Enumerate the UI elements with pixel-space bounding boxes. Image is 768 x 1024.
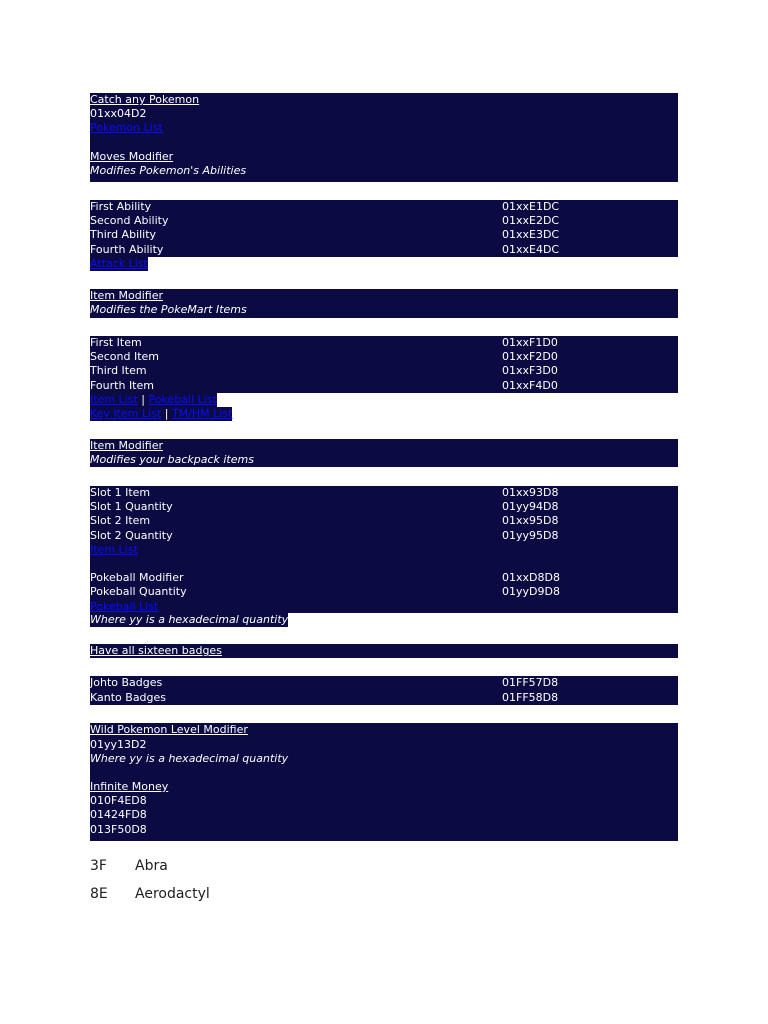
catch-moves-block bbox=[90, 93, 678, 182]
wild-code: 01yy13D2 bbox=[90, 737, 147, 751]
item-pack-block bbox=[90, 486, 678, 613]
tm-hm-list-link[interactable]: TM/HM List bbox=[171, 406, 233, 420]
item-list-link[interactable]: Item List bbox=[90, 542, 138, 556]
item-mart-desc: Modifies the PokeMart Items bbox=[90, 303, 247, 317]
item-mart-block bbox=[90, 336, 678, 393]
table-row: Fourth Ability 01xxE4DC bbox=[90, 242, 560, 256]
hex-quantity-note: Where yy is a hexadecimal quantity bbox=[90, 613, 289, 627]
list-item bbox=[90, 884, 210, 912]
table-row: Pokeball Quantity 01yyD9D8 bbox=[90, 585, 560, 599]
item-pack-title: Item Modifier bbox=[90, 439, 164, 453]
wild-title: Wild Pokemon Level Modifier bbox=[90, 723, 248, 737]
item-mart-title: Item Modifier bbox=[90, 288, 164, 302]
pokeball-list-link[interactable]: Pokeball List bbox=[90, 599, 159, 613]
table-row: Fourth Item 01xxF4D0 bbox=[90, 378, 558, 392]
badges-title: Have all sixteen badges bbox=[90, 644, 222, 658]
table-row: First Ability 01xxE1DC bbox=[90, 200, 560, 213]
badges-block bbox=[90, 676, 678, 705]
money-code: 013F50D8 bbox=[90, 822, 147, 836]
table-row: Second Ability 01xxE2DC bbox=[90, 214, 560, 228]
attack-list-link[interactable]: Attack List bbox=[90, 256, 148, 270]
table-row: Third Ability 01xxE3DC bbox=[90, 228, 560, 242]
money-title: Infinite Money bbox=[90, 780, 169, 794]
moves-desc: Modifies Pokemon's Abilities bbox=[90, 163, 247, 177]
table-row: Johto Badges 01FF57D8 bbox=[90, 676, 559, 690]
table-row: Slot 1 Quantity 01yy94D8 bbox=[90, 500, 559, 514]
catch-code: 01xx04D2 bbox=[90, 107, 147, 121]
moves-title: Moves Modifier bbox=[90, 149, 174, 163]
wild-money-block bbox=[90, 723, 678, 841]
table-row: Kanto Badges 01FF58D8 bbox=[90, 690, 559, 704]
table-row: Slot 1 Item 01xx93D8 bbox=[90, 486, 559, 500]
pokemon-name: Abra bbox=[135, 858, 168, 874]
pokemon-code: 8E bbox=[90, 886, 108, 902]
table-row: Third Item 01xxF3D0 bbox=[90, 364, 558, 378]
pokemon-code: 3F bbox=[90, 858, 107, 874]
table-row: Pokeball Modifier 01xxD8D8 bbox=[90, 571, 560, 585]
catch-title: Catch any Pokemon bbox=[90, 93, 200, 106]
badges-header bbox=[90, 644, 678, 658]
list-item bbox=[90, 856, 210, 884]
pokeball-list-link[interactable]: Pokeball List bbox=[148, 392, 217, 406]
item-pack-header bbox=[90, 439, 678, 467]
table-row: Second Item 01xxF2D0 bbox=[90, 350, 558, 364]
table-row: Slot 2 Item 01xx95D8 bbox=[90, 514, 559, 528]
abilities-block bbox=[90, 200, 678, 257]
cheat-document: Catch any Pokemon 01xx04D2 Pokemon List Moves Modifier Modifies Pokemon's Abilities First Ability 01xxE1DC Second Ability 01xxE2DC Third Ability 01xxE3DC Fourth Ability 01xxE4DC Attack List Item Modifier Modifies the PokeMart Items First Item 01xxF1D0 Second Item 01xxF2D0 Third Item 01xxF3D0 Fourth Item 01xxF4D0 Item List | Pokeball List Key Item List | TM/HM List Item Modifier Modifies your backpack items Slot 1 Item 01xx93D8 Slot 1 Quantity 01yy94D8 Slot 2 Item 01xx95D8 Slot 2 Quantity 01yy95D8 Item List Pokeball Modifier 01xxD8D8 Pokeball Quantity 01yyD9D8 Pokeball List Where yy is a hexadecimal quantity Have all sixteen badges Johto Badges 01FF57D8 Kanto Badges 01FF58D8 Wild Pokemon Level Modifier 01yy13D2 Where yy is a hexadecimal quantity Infinite Money 010F4ED8 01424FD8 013F50D8 bbox=[90, 93, 678, 841]
pokemon-list-link[interactable]: Pokemon List bbox=[90, 121, 163, 135]
table-row: First Item 01xxF1D0 bbox=[90, 335, 558, 349]
item-list-link[interactable]: Item List bbox=[90, 392, 138, 406]
key-item-list-link[interactable]: Key Item List bbox=[90, 406, 162, 420]
item-pack-desc: Modifies your backpack items bbox=[90, 453, 254, 467]
money-code: 010F4ED8 bbox=[90, 794, 147, 808]
money-code: 01424FD8 bbox=[90, 808, 147, 822]
table-row: Slot 2 Quantity 01yy95D8 bbox=[90, 528, 559, 542]
wild-note: Where yy is a hexadecimal quantity bbox=[90, 751, 289, 765]
item-mart-header bbox=[90, 289, 678, 318]
pokemon-name: Aerodactyl bbox=[135, 886, 210, 902]
pokemon-code-list bbox=[90, 856, 210, 912]
